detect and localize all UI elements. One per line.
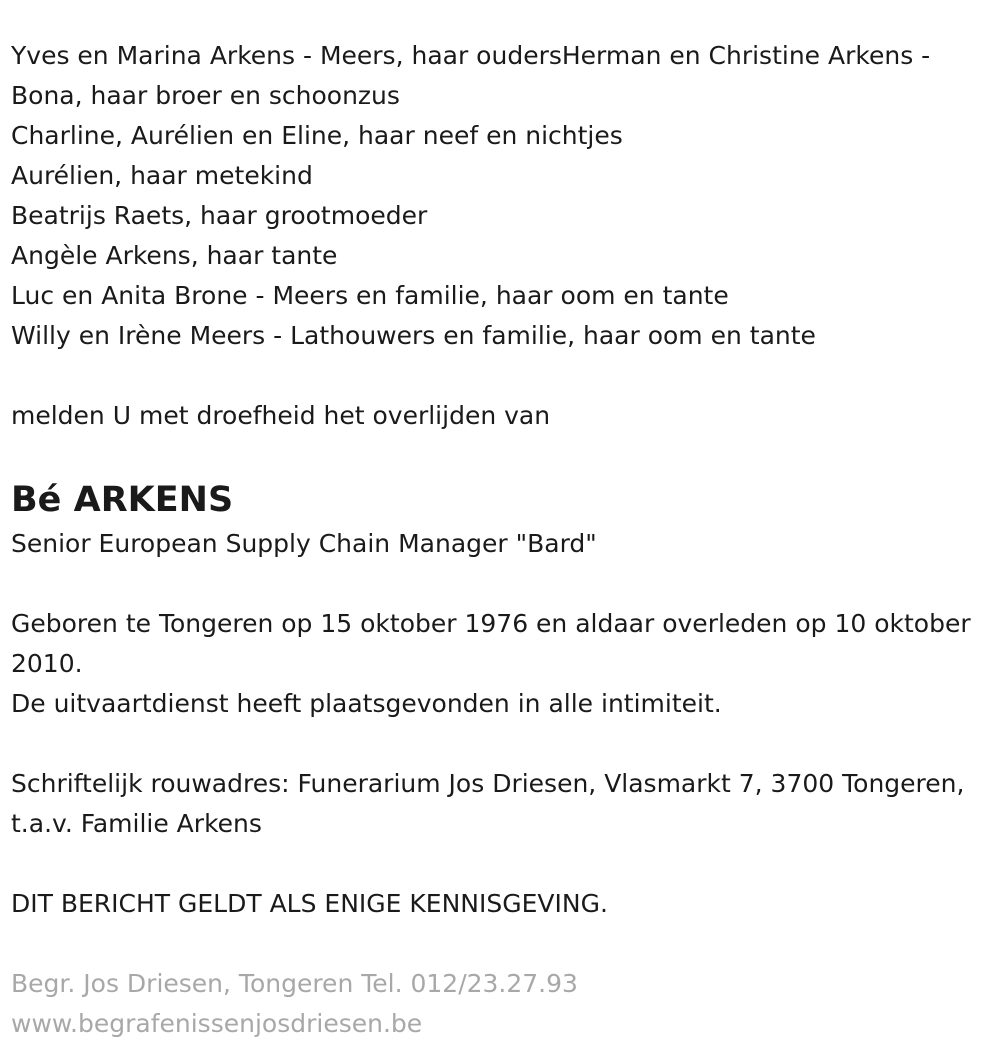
undertaker-website-link[interactable]: www.begrafenissenjosdriesen.be xyxy=(11,1009,423,1038)
obituary-notice xyxy=(11,36,996,1044)
undertaker-info: Begr. Jos Driesen, Tongeren Tel. 012/23.27.93 xyxy=(11,969,578,998)
spacer xyxy=(11,564,996,604)
deceased-name: Bé ARKENS xyxy=(11,480,234,520)
notice-text: DIT BERICHT GELDT ALS ENIGE KENNISGEVING. xyxy=(11,889,608,918)
deceased-title: Senior European Supply Chain Manager "Bard" xyxy=(11,529,597,558)
spacer xyxy=(11,356,996,396)
family-line: Charline, Aurélien en Eline, haar neef en nichtjes xyxy=(11,121,623,150)
family-line: Beatrijs Raets, haar grootmoeder xyxy=(11,201,428,230)
family-list xyxy=(11,36,996,356)
family-line: Yves en Marina Arkens - Meers, haar oudersHerman en Christine Arkens - Bona, haar broer en schoonzus xyxy=(11,41,939,110)
footer xyxy=(11,964,996,1044)
birth-death-text: Geboren te Tongeren op 15 oktober 1976 en aldaar overleden op 10 oktober 2010. xyxy=(11,609,979,678)
family-line: Willy en Irène Meers - Lathouwers en familie, haar oom en tante xyxy=(11,321,816,350)
family-line: Angèle Arkens, haar tante xyxy=(11,241,338,270)
condolence-address: Schriftelijk rouwadres: Funerarium Jos Driesen, Vlasmarkt 7, 3700 Tongeren, t.a.v. Familie Arkens xyxy=(11,769,973,838)
spacer xyxy=(11,844,996,884)
spacer xyxy=(11,436,996,476)
family-line: Aurélien, haar metekind xyxy=(11,161,313,190)
announcement-text: melden U met droefheid het overlijden van xyxy=(11,401,551,430)
spacer xyxy=(11,924,996,964)
service-text: De uitvaartdienst heeft plaatsgevonden in alle intimiteit. xyxy=(11,689,722,718)
spacer xyxy=(11,724,996,764)
family-line: Luc en Anita Brone - Meers en familie, haar oom en tante xyxy=(11,281,729,310)
